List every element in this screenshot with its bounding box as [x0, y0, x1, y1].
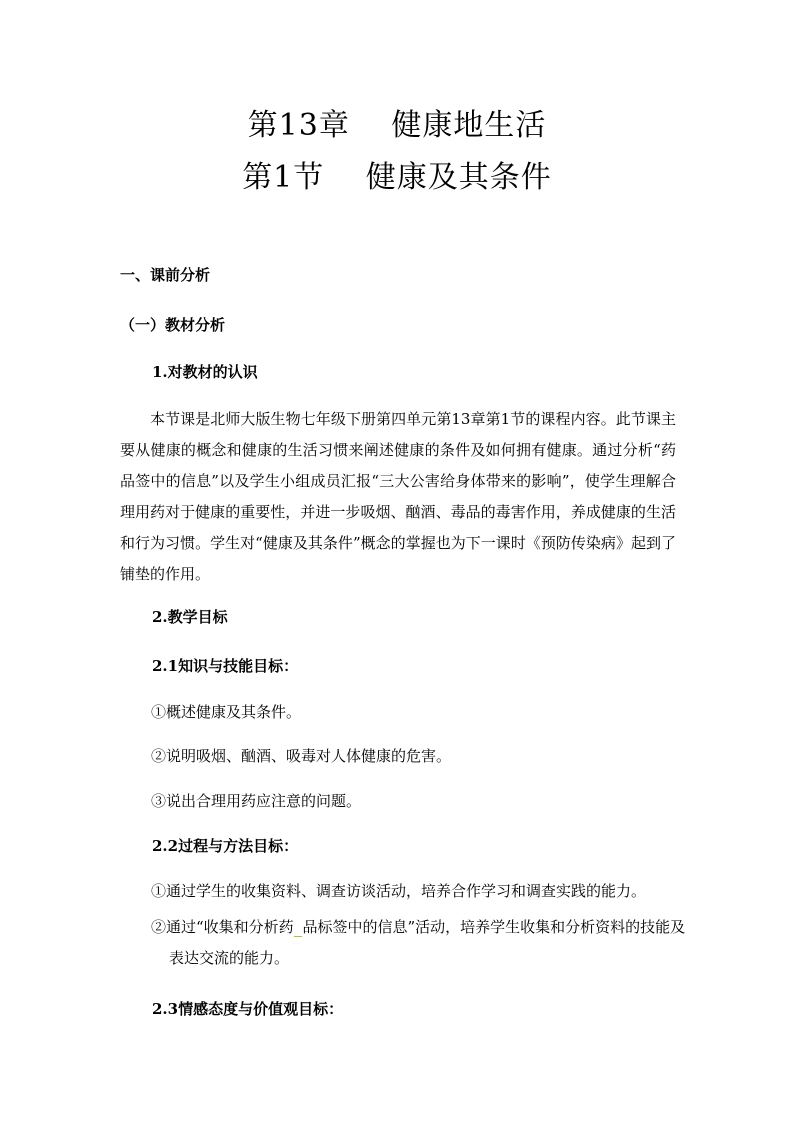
heading-pre-class-analysis: 一、课前分析: [120, 266, 211, 284]
heading-attitude-goals: 2.3情感态度与价值观目标：: [152, 1000, 344, 1018]
list-item-text-end: 品标签中的信息”活动，培养学生收集和分析资料的技能及表达交流的能力。: [169, 918, 686, 967]
list-item: ①概述健康及其条件。: [151, 703, 302, 721]
chapter-title: 第13章 健康地生活: [247, 108, 547, 143]
section-title: 第1节 健康及其条件: [242, 160, 552, 195]
list-item: [151, 912, 695, 974]
heading-process-goals: 2.2过程与方法目标：: [152, 837, 299, 855]
list-item: ①通过学生的收集资料、调查访谈活动，培养合作学习和调查实践的能力。: [151, 882, 647, 900]
heading-teaching-goals: 2.教学目标: [152, 608, 228, 626]
heading-textbook-understanding: 1.对教材的认识: [152, 363, 258, 381]
list-item: ②说明吸烟、酗酒、吸毒对人体健康的危害。: [151, 747, 452, 765]
heading-knowledge-goals: 2.1知识与技能目标：: [152, 657, 299, 675]
list-item-text-start: ②通过“收集和分析药: [151, 918, 294, 936]
heading-textbook-analysis: （一）教材分析: [120, 316, 226, 334]
list-item: ③说出合理用药应注意的问题。: [151, 792, 362, 810]
paragraph-textbook-description: 本节课是北师大版生物七年级下册第四单元第13章第1节的课程内容。此节课主要从健康的概念和健康的生活习惯来阐述健康的条件及如何拥有健康。通过分析“药品签中的信息”以及学生小组成员汇报“三大公害给身体带来的影响”，使学生理解合理用药对于健康的重要性，并进一步吸烟、酗酒、毒品的毒害作用，养成健康的生活和行为习惯。学生对“健康及其条件”概念的掌握也为下一课时《预防传染病》起到了铺垫的作用。: [120, 410, 676, 583]
